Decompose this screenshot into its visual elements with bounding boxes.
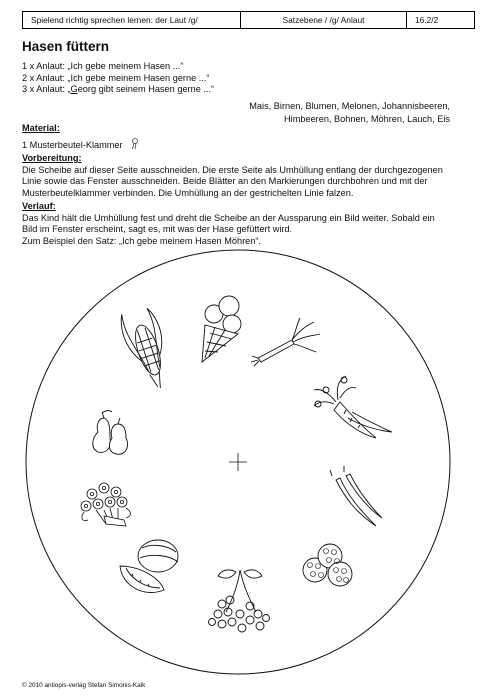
procedure-heading: Verlauf: [22, 201, 56, 211]
food-items-line-1: Mais, Birnen, Blumen, Melonen, Johannisbeeren, [249, 101, 450, 111]
preparation-heading: Vorbereitung: [22, 153, 82, 163]
anlaut-line-1: 1 x Anlaut: „Ich gebe meinem Hasen ...“ [22, 61, 184, 71]
pears-icon [93, 411, 128, 455]
preparation-line: Die Scheibe auf dieser Seite ausschneiden. Die erste Seite als Umhüllung entlang der durchgezogenen [22, 165, 443, 175]
procedure-line: Zum Beispiel den Satz: „Ich gebe meinem Hasen Möhren“. [22, 235, 261, 246]
preparation-line: Linie sowie das Fenster ausschneiden. Beide Blätter an den Markierungen durchbohren und mit der [22, 176, 428, 187]
procedure-line: Das Kind hält die Umhüllung fest und dreht die Scheibe an der Aussparung ein Bild weiter. Sobald ein [22, 213, 435, 223]
header-series-title: Spielend richtig sprechen lernen: der Laut /g/ [23, 12, 241, 28]
melon-icon [120, 540, 178, 593]
flowers-icon [81, 483, 131, 526]
ice-cream-icon [202, 296, 241, 362]
anlaut-line-3: 3 x Anlaut: „Georg gibt seinem Hasen gerne ...“ [22, 84, 215, 94]
currants-icon [209, 570, 270, 632]
anlaut-line-2: 2 x Anlaut: „Ich gebe meinem Hasen gerne ...“ [22, 72, 210, 83]
page-title: Hasen füttern [22, 39, 110, 54]
procedure-line: Bild im Fenster erscheint, sagt es, mit was der Hase gefüttert wird. [22, 224, 293, 235]
center-mark-icon [229, 453, 247, 471]
copyright-footer: © 2010 antiopis-verlag Stefan Simonis-Kalk [22, 682, 146, 689]
leek-icon [251, 318, 320, 366]
material-text: 1 Musterbeutel-Klammer [22, 138, 450, 151]
corn-icon [117, 305, 177, 394]
preparation-line: Musterbeutelklammer verbinden. Die Umhüllung an der gestrichelten Linie falzen. [22, 187, 354, 198]
header-topic: Satzebene / /g/ Anlaut [241, 12, 407, 28]
beans-icon [330, 466, 382, 526]
raspberries-icon [303, 544, 352, 586]
carrot-icon [314, 376, 392, 438]
header-page-number: 16.2/2 [415, 15, 439, 25]
food-items-line-2: Himbeeren, Bohnen, Möhren, Lauch, Eis [284, 113, 450, 124]
material-heading: Material: [22, 123, 60, 133]
